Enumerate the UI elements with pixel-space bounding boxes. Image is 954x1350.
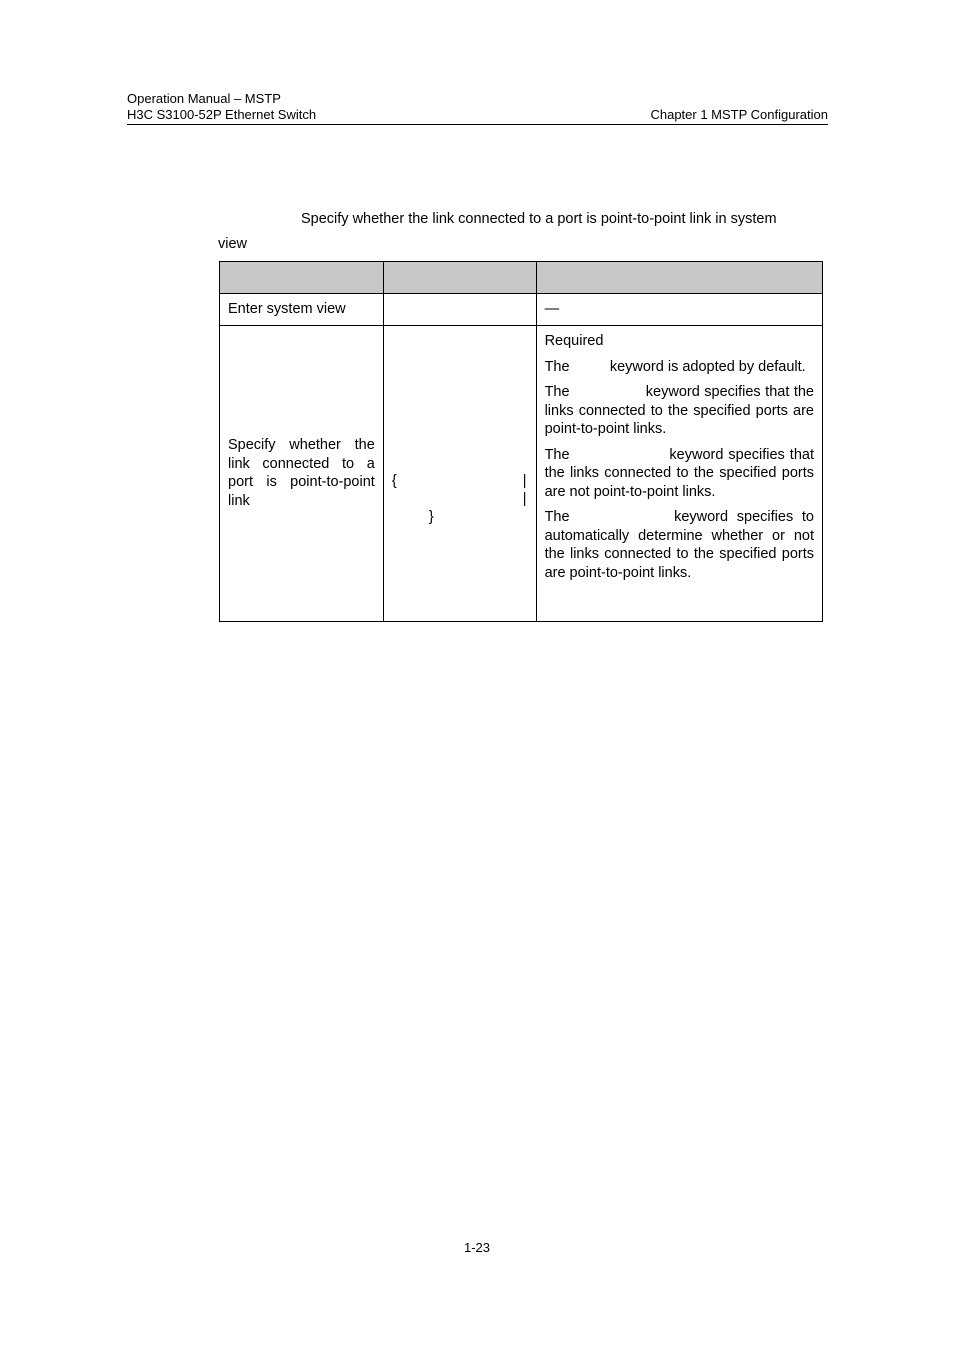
command-brace-open: { bbox=[391, 473, 397, 489]
operation-cell bbox=[220, 326, 384, 622]
operation-cell bbox=[220, 294, 384, 326]
table-caption bbox=[218, 207, 827, 257]
caption-line-2: view bbox=[218, 236, 248, 252]
command-cell bbox=[383, 326, 536, 622]
table-row bbox=[220, 294, 823, 326]
remark-text: — bbox=[544, 301, 560, 317]
table-row bbox=[220, 326, 823, 622]
table-header-row bbox=[220, 262, 823, 294]
remark-auto: The keyword specifies to automatically determine whether or not the links connected to the specified ports are point-to-point links. bbox=[544, 509, 819, 581]
header-rule bbox=[127, 124, 828, 125]
configuration-table bbox=[219, 261, 823, 622]
caption-line-1: Specify whether the link connected to a port is point-to-point link in system bbox=[301, 211, 777, 227]
header-cell-command bbox=[383, 262, 536, 294]
page-number: 1-23 bbox=[463, 1240, 491, 1255]
remark-force-false: The keyword specifies that the links connected to the specified ports are not point-to-point links. bbox=[544, 446, 819, 500]
header-cell-operation bbox=[220, 262, 384, 294]
operation-text: Enter system view bbox=[228, 301, 346, 317]
command-separator: | bbox=[522, 491, 527, 507]
product-name: H3C S3100-52P Ethernet Switch bbox=[127, 107, 317, 122]
remark-cell bbox=[536, 294, 822, 326]
command-cell bbox=[383, 294, 536, 326]
operation-text: Specify whether the link connected to a port is point-to-point link bbox=[228, 437, 375, 509]
header-cell-remarks bbox=[536, 262, 822, 294]
header-left bbox=[127, 91, 316, 123]
remark-cell bbox=[536, 326, 822, 622]
remark-default: The keyword is adopted by default. bbox=[544, 358, 806, 375]
manual-title: Operation Manual – MSTP bbox=[127, 91, 281, 106]
command-separator: | bbox=[522, 473, 527, 489]
remark-force-true: The keyword specifies that the links connected to the specified ports are point-to-point links. bbox=[544, 384, 819, 437]
command-brace-close: } bbox=[428, 509, 434, 525]
remark-required: Required bbox=[544, 333, 604, 349]
remark-list bbox=[537, 326, 822, 589]
command-text bbox=[384, 294, 536, 308]
chapter-title: Chapter 1 MSTP Configuration bbox=[650, 107, 828, 122]
